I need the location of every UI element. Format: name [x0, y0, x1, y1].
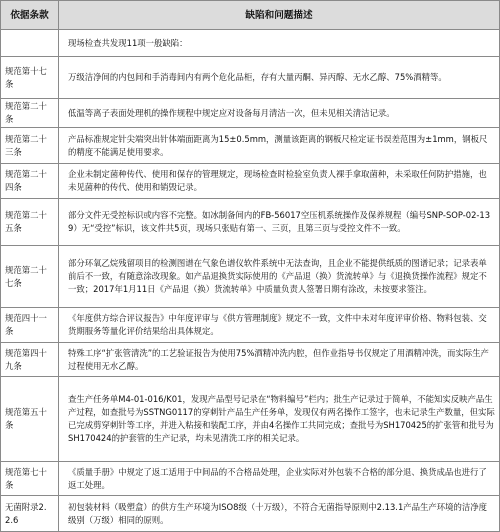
- basis-cell: 规范四十一条: [1, 308, 59, 343]
- basis-cell: 规范第二十四条: [1, 164, 59, 199]
- description-cell: 低温等离子表面处理机的操作规程中规定应对设备每月清洁一次，但未见相关清洁记录。: [59, 99, 500, 128]
- table-row: [1, 343, 500, 377]
- table-row: [1, 57, 500, 99]
- basis-cell: 规范第七十条: [1, 462, 59, 496]
- table-row: [1, 462, 500, 496]
- basis-cell: 规范第二十三条: [1, 128, 59, 164]
- basis-cell: 规范第四十九条: [1, 343, 59, 377]
- table-row: [1, 128, 500, 164]
- table-row: [1, 496, 500, 532]
- table-row: [1, 199, 500, 246]
- description-cell: 现场检查共发现11项一般缺陷：: [59, 30, 500, 57]
- table-row: [1, 30, 500, 57]
- description-cell: 《年度供方综合评议报告》中年度评审与《供方管理制度》规定不一致，文件中未对年度评审价格、物料包装、交货期服务等量化评价结果给出具体规定。: [59, 308, 500, 343]
- table-row: [1, 308, 500, 343]
- basis-cell: 规范第二十七条: [1, 246, 59, 308]
- table-row: [1, 164, 500, 199]
- basis-cell: 规范第二十条: [1, 99, 59, 128]
- description-cell: 企业未制定菌种传代、使用和保存的管理规定，现场检查时检验室负责人裸手拿取菌种，未采取任何防护措施，也未见菌种的传代、使用和销毁记录。: [59, 164, 500, 199]
- table-row: [1, 99, 500, 128]
- basis-cell: 规范第十七条: [1, 57, 59, 99]
- basis-cell: [1, 30, 59, 57]
- column-header-basis: 依据条款: [1, 1, 59, 30]
- description-cell: 产品标准规定针尖端突出针体端面距离为15±0.5mm，测量该距离的钢板尺检定证书误差范围为±1mm，钢板尺的精度不能满足使用要求。: [59, 128, 500, 164]
- basis-cell: 无菌附录2.2.6: [1, 496, 59, 532]
- description-cell: 初包装材料（吸塑盒）的供方生产环境为ISO8级（十万级），不符合无菌指导原则中2.13.1产品生产环境的洁净度级别（万级）相同的原则。: [59, 496, 500, 532]
- table-row: [1, 246, 500, 308]
- description-cell: 《质量手册》中规定了返工适用于中间品的不合格品处理，企业实际对外包装不合格的部分退、换货成品也进行了返工处理。: [59, 462, 500, 496]
- description-cell: 查生产任务单M4-01-016/K01，发现产品型号记录在“物料编号”栏内；批生产记录过于简单，不能知实反映产品生产过程，如查批号为SSTNG0117的穿刺针产品生产任务单，发现仅有两名操作工签字，也未记录生产数量，但实际已完成剪穿刺针等工序，并进入粘接和装配工序，并由4名操作工共同完成；查批号为SH170425的扩张管和批号为SH170424的护套管的生产记录，均未见清洗工序的相关记录。: [59, 377, 500, 462]
- description-cell: 万级洁净间的内包间和手消毒间内有两个危化品柜，存有大量丙酮、异丙醇、无水乙醇、75%酒精等。: [59, 57, 500, 99]
- basis-cell: 规范第二十五条: [1, 199, 59, 246]
- table-row: [1, 377, 500, 462]
- description-cell: 特殊工序“扩张管清洗”的工艺验证报告为使用75%酒精冲洗内腔，但作业指导书仅规定了用酒精冲洗，而实际生产过程使用无水乙醇。: [59, 343, 500, 377]
- table-header-row: [1, 1, 500, 30]
- description-cell: 部分文件无受控标识或内容不完整。如冰制备间内的FB-56017空压机系统操作及保养规程（编号SNP-SOP-02-139）无“受控”标识，该文件共5页，现场只张贴有第一、三页，且第三页与受控文件不一致。: [59, 199, 500, 246]
- basis-cell: 规范第五十条: [1, 377, 59, 462]
- description-cell: 部分环氧乙烷残留项目的检测图谱在气象色谱仪软件系统中无法查询，且企业不能提供纸质的图谱记录；记录表单前后不一致，有随意涂改现象。如产品退换货实际使用的《产品退（换）货流转单》与《退换货操作流程》规定不一致；2017年1月11日《产品退（换）货流转单》中质量负责人签署日期有涂改，未按要求签注。: [59, 246, 500, 308]
- column-header-description: 缺陷和问题描述: [59, 1, 500, 30]
